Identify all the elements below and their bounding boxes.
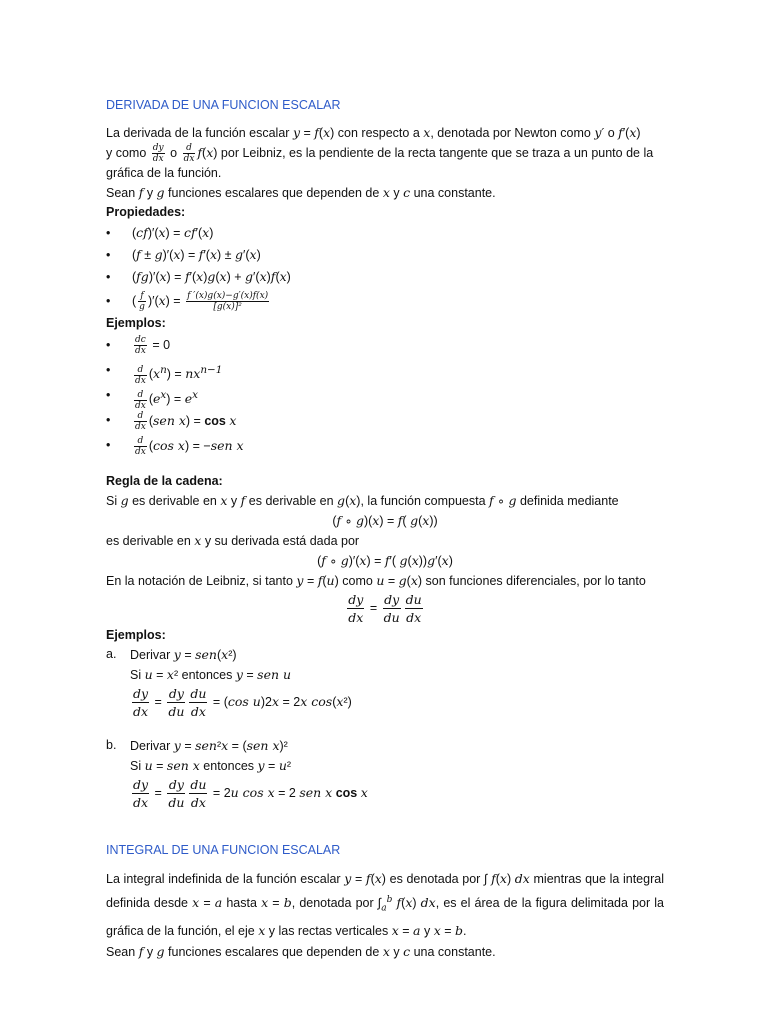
sean-text: Sean bbox=[106, 944, 136, 959]
list-item: • $\frac{d}{dx}$ $(x^n) = nx^{n-1}$ bbox=[106, 358, 664, 383]
list-item: • (fg)′(x) = f′(x)g(x) + g′(x)f(x) bbox=[106, 266, 664, 288]
composicion-eq: (f ∘ g)(x) = f( g(x)) bbox=[332, 513, 438, 529]
cadena-line3: En la notación de Leibniz, si tanto y = f(u) como u = g(x) son funciones diferenciales, por lo tanto bbox=[106, 573, 646, 589]
sean-text: Sean bbox=[106, 186, 136, 201]
list-item: • $\frac{dc}{dx}$ = 0 bbox=[106, 333, 664, 358]
ejemplos-list bbox=[106, 333, 664, 458]
cadena-ejemplos-label: Ejemplos: bbox=[106, 628, 166, 643]
example-label: b. bbox=[106, 738, 117, 753]
cadena-text: En la notación de Leibniz, si tanto bbox=[106, 574, 293, 589]
intro-text: o bbox=[170, 146, 178, 160]
example-label: a. bbox=[106, 647, 117, 662]
derivada-heading: DERIVADA DE UNA FUNCION ESCALAR bbox=[106, 98, 341, 112]
list-item: • $\frac{d}{dx}$ (cos x) = −sen x bbox=[106, 433, 664, 458]
cadena-line2: es derivable en x y su derivada está dada por bbox=[106, 533, 360, 549]
ejemplos-label: Ejemplos: bbox=[106, 316, 166, 331]
sean-text: funciones escalares que dependen de bbox=[168, 186, 380, 201]
example-text: Derivar bbox=[130, 739, 171, 754]
list-item: • $\frac{d}{dx}$ $(e^x) = e^x$ bbox=[106, 383, 664, 408]
list-item: • ( $\frac{f}{g}$ )′(x) = $\frac{f '(x)g(x)-g'(x)f(x)}{\text{[g(x)]²}}$ bbox=[106, 288, 664, 314]
cadena-text: es derivable en bbox=[132, 494, 217, 509]
intro-text: La derivada de la función escalar bbox=[106, 126, 290, 140]
cadena-text: Si bbox=[106, 494, 118, 509]
sean-text: funciones escalares que dependen de bbox=[168, 944, 380, 959]
sean-text: y bbox=[393, 186, 400, 201]
intro-text: y como bbox=[106, 146, 147, 160]
integral-text: y bbox=[423, 923, 431, 938]
page-content bbox=[106, 96, 664, 962]
example-text: entonces bbox=[181, 668, 233, 683]
leibniz-eq: $\frac{dy}{dx}$ = $\frac{dy}{du}$ $\frac{du}{dx}$ bbox=[348, 592, 422, 626]
integral-text: , es el área de la figura delimitada por la gráfica de la función, el eje bbox=[106, 896, 664, 938]
list-item: • (cf)′(x) = cf′(x) bbox=[106, 222, 664, 244]
integral-text: es denotada por bbox=[389, 872, 481, 887]
example-text: Si bbox=[130, 668, 142, 683]
derivada-intro: La derivada de la función escalar y = f(x) con respecto a x, denotada por Newton como y′ o f′(x) y como $\frac{dy}{dx}$ o $\frac{d}{dx}$ f(x) por Leibniz, es la pendiente de la recta tangente que se traza a un punto de la gráfica de la función. bbox=[106, 125, 654, 181]
integral-text: mientras que la integral definida desde bbox=[106, 872, 664, 911]
cadena-text: son funciones diferenciales, por lo tanto bbox=[425, 574, 646, 589]
example-text: entonces bbox=[203, 759, 255, 774]
intro-text: por Leibniz, es la pendiente de la recta tangente que se traza a un punto de la gráfica de la función. bbox=[106, 146, 654, 181]
integral-text: , denotada por bbox=[291, 896, 374, 911]
cadena-text: como bbox=[342, 574, 373, 589]
propiedades-label: Propiedades: bbox=[106, 205, 186, 220]
intro-text: , denotada por Newton como bbox=[430, 126, 591, 140]
example-b: b. Derivar y = sen²x = (sen x)² Si u = sen x entonces y = u² $\frac{dy}{dx}$ = $\frac{dy}{du}$ $\frac{du}{dx}$ = 2u cos x = 2 sen x cos x bbox=[106, 738, 368, 811]
integral-text: hasta bbox=[226, 896, 257, 911]
sean-text: y bbox=[146, 944, 154, 959]
integral-text: y las rectas verticales bbox=[268, 923, 389, 938]
cadena-text: definida mediante bbox=[519, 494, 619, 509]
sean-text: una constante. bbox=[413, 944, 496, 959]
cadena-text: y su derivada está dada por bbox=[204, 534, 360, 549]
cadena-text: y bbox=[230, 494, 238, 509]
sean-text: una constante. bbox=[413, 186, 496, 201]
integral-sean: Sean f y g funciones escalares que dependen de x y c una constante. bbox=[106, 943, 496, 959]
cadena-eq: (f ∘ g)′(x) = f′( g(x))g′(x) bbox=[317, 553, 453, 569]
cadena-text: , la función compuesta bbox=[360, 494, 486, 509]
sean-text: y bbox=[393, 944, 400, 959]
example-text: Derivar bbox=[130, 648, 171, 663]
integral-text: La integral indefinida de la función escalar bbox=[106, 872, 341, 887]
cadena-text: es derivable en bbox=[248, 494, 334, 509]
intro-text: con respecto a bbox=[337, 126, 420, 140]
integral-paragraph: La integral indefinida de la función escalar y = f(x) es denotada por ∫ f(x) dx mientras que la integral definida desde x = a hasta x = b, denotada por $\int_a^b$ f(x) dx, es el área de la figura delimitada por la gráfica de la función, el eje x y las rectas verticales x = a y x = b. bbox=[106, 871, 664, 938]
cadena-title: Regla de la cadena: bbox=[106, 474, 223, 489]
list-item: • (f ± g)′(x) = f′(x) ± g′(x) bbox=[106, 244, 664, 266]
derivada-sean: Sean f y g funciones escalares que dependen de x y c una constante. bbox=[106, 185, 496, 201]
propiedades-list bbox=[106, 222, 664, 314]
example-text: Si bbox=[130, 759, 142, 774]
intro-text: o bbox=[607, 126, 615, 140]
cadena-line1: Si g es derivable en x y f es derivable en g(x), la función compuesta f ∘ g definida mediante bbox=[106, 493, 619, 509]
integral-heading: INTEGRAL DE UNA FUNCION ESCALAR bbox=[106, 843, 341, 858]
sean-text: y bbox=[146, 186, 154, 201]
example-a: a. Derivar y = sen(x²) Si u = x² entonces y = sen u $\frac{dy}{dx}$ = $\frac{dy}{du}$ $\frac{du}{dx}$ = (cos u)2x = 2x cos(x²) bbox=[106, 647, 352, 720]
list-item: • $\frac{d}{dx}$ (sen x) = cos x bbox=[106, 408, 664, 433]
cadena-text: es derivable en bbox=[106, 534, 191, 549]
